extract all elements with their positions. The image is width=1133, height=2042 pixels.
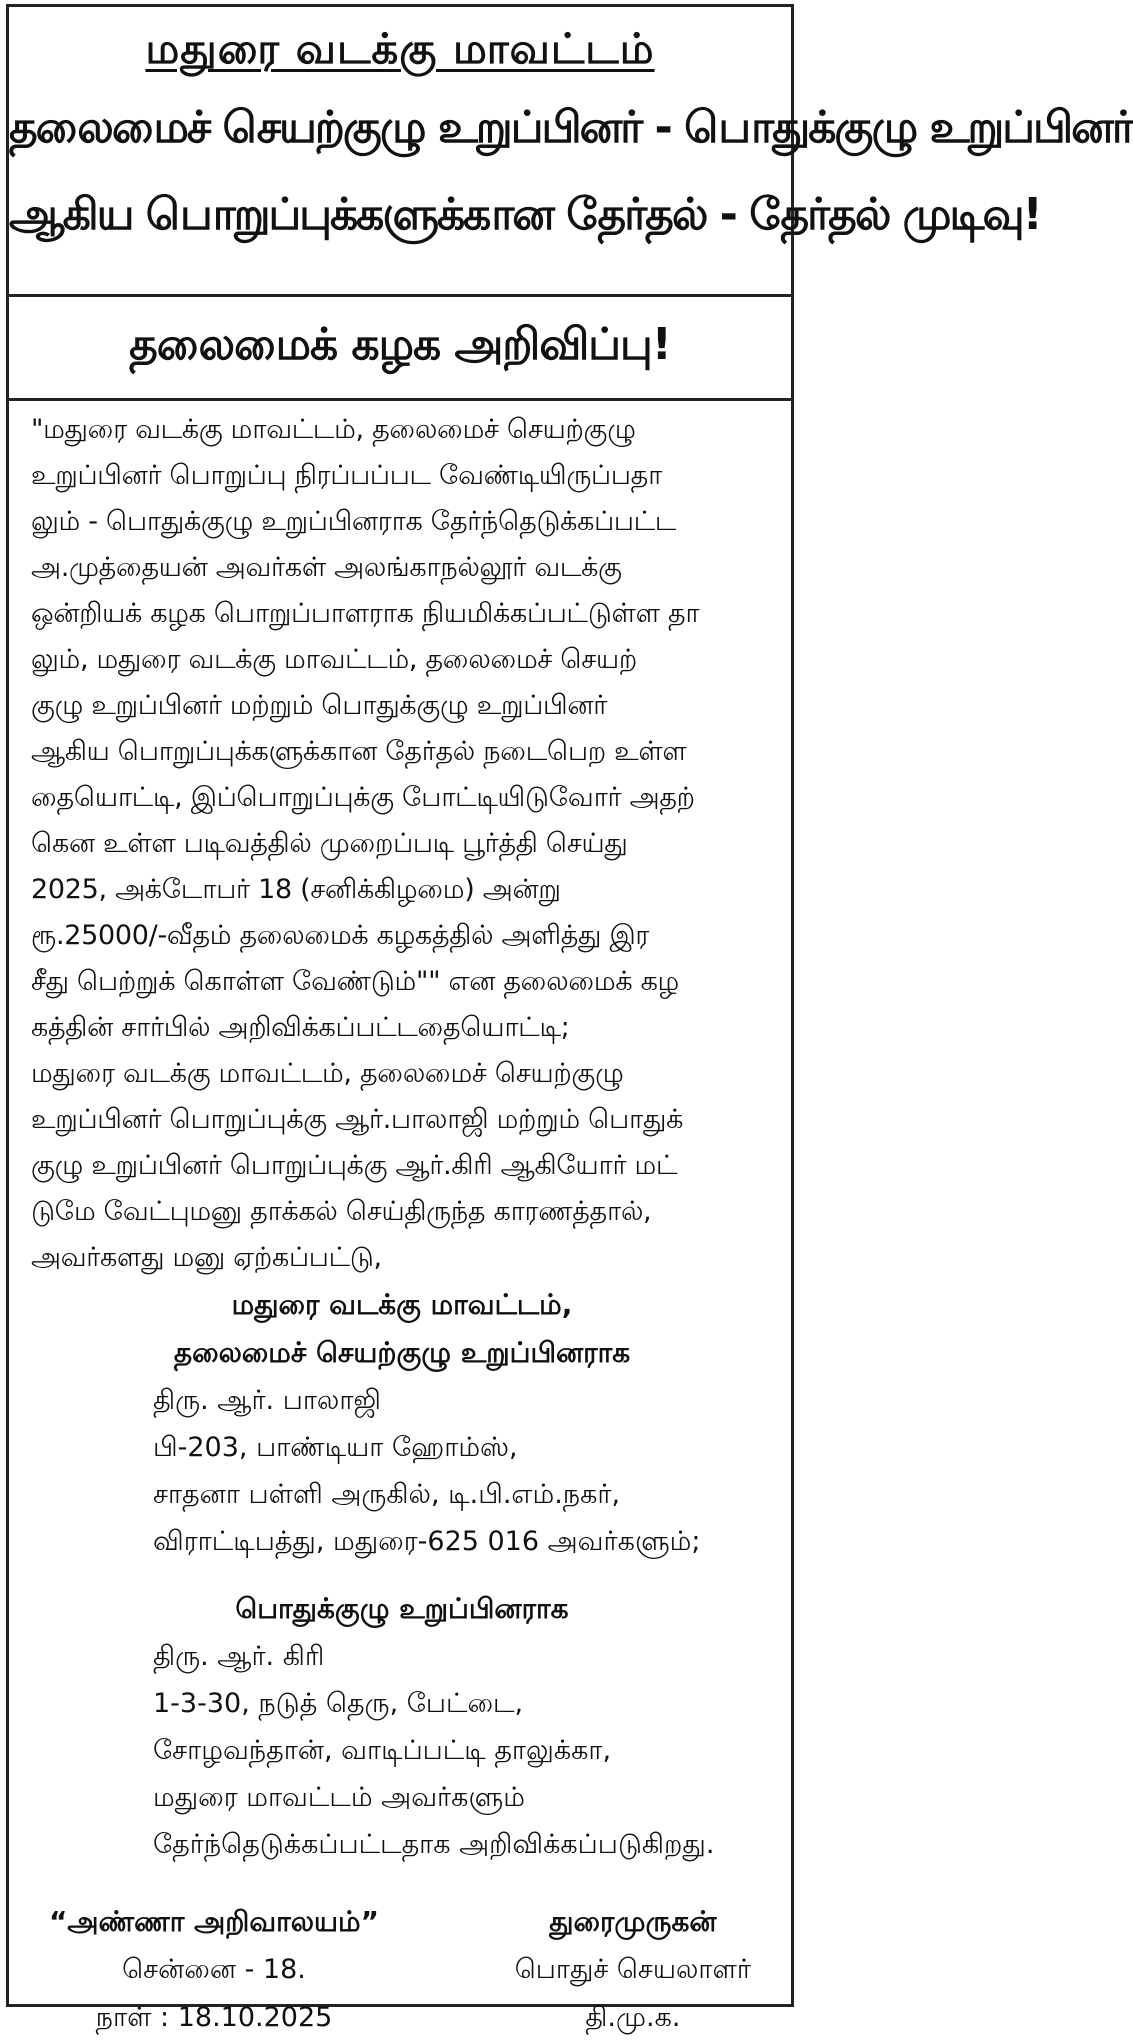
notice-header bbox=[9, 7, 1133, 297]
office-city: சென்னை - 18. bbox=[122, 1954, 306, 1985]
address-2-line: திரு. ஆர். கிரி bbox=[153, 1641, 325, 1672]
address-1 bbox=[31, 1377, 773, 1565]
notice-date: நாள் : 18.10.2025 bbox=[95, 2002, 333, 2033]
party-name: தி.மு.க. bbox=[585, 2002, 681, 2033]
address-1-line: சாதனா பள்ளி அருகில், டி.பி.எம்.நகர், bbox=[153, 1479, 621, 1510]
announcement-title: தலைமைக் கழக அறிவிப்பு! bbox=[129, 319, 671, 370]
address-1-line: பி-203, பாண்டியா ஹோம்ஸ், bbox=[153, 1432, 518, 1463]
paragraph-2: மதுரை வடக்கு மாவட்டம், தலைமைச் செயற்குழு உறுப்பினர் பொறுப்புக்கு ஆர்.பாலாஜி மற்றும் பொதுக் குழு உறுப்பினர் பொறுப்புக்கு ஆர்.கிரி ஆகியோர் மட் டுமே வேட்புமனு தாக்கல் செய்திருந்த காரணத்தால், அவர்களது மனு ஏற்கப்பட்டு, bbox=[31, 1058, 684, 1273]
section-1-line-2: தலைமைச் செயற்குழு உறுப்பினராக bbox=[173, 1336, 631, 1369]
notice-body bbox=[9, 401, 791, 1868]
signatory-designation: பொதுச் செயலாளர் bbox=[514, 1954, 751, 1985]
paragraph-1: "மதுரை வடக்கு மாவட்டம், தலைமைச் செயற்குழு உறுப்பினர் பொறுப்பு நிரப்பப்பட வேண்டியிருப்பதா லும் - பொதுக்குழு உறுப்பினராக தேர்ந்தெடுக்கப்பட்ட அ.முத்தையன் அவர்கள் அலங்காநல்லூர் வடக்கு ஒன்றியக் கழக பொறுப்பாளராக நியமிக்கப்பட்டுள்ள தா லும், மதுரை வடக்கு மாவட்டம், தலைமைச் செயற் குழு உறுப்பினர் மற்றும் பொதுக்குழு உறுப்பினர் ஆகிய பொறுப்புக்களுக்கான தேர்தல் நடைபெற உள்ள தையொட்டி, இப்பொறுப்புக்கு போட்டியிடுவோர் அதற் கென உள்ள படிவத்தில் முறைப்படி பூர்த்தி செய்து 2025, அக்டோபர் 18 (சனிக்கிழமை) அன்று ரூ.25000/-வீதம் தலைமைக் கழகத்தில் அளித்து இர சீது பெற்றுக் கொள்ள வேண்டும்"" என தலைமைக் கழ கத்தின் சார்பில் அறிவிக்கப்பட்டதையொட்டி; bbox=[31, 414, 700, 1043]
office-name: “அண்ணா அறிவாலயம்” bbox=[49, 1905, 379, 1938]
footer-left bbox=[49, 1898, 379, 2042]
address-2-line: தேர்ந்தெடுக்கப்பட்டதாக அறிவிக்கப்படுகிறது. bbox=[153, 1829, 715, 1860]
section-1-line-1: மதுரை வடக்கு மாவட்டம், bbox=[231, 1288, 573, 1321]
address-2-line: 1-3-30, நடுத் தெரு, பேட்டை, bbox=[153, 1688, 524, 1719]
footer-right bbox=[515, 1898, 751, 2042]
announcement-banner bbox=[9, 297, 791, 401]
notice-frame bbox=[6, 4, 1133, 2033]
address-1-line: திரு. ஆர். பாலாஜி bbox=[153, 1385, 381, 1416]
address-2 bbox=[31, 1633, 773, 1868]
address-2-line: சோழவந்தான், வாடிப்பட்டி தாலுக்கா, bbox=[153, 1735, 612, 1766]
signatory-name: துரைமுருகன் bbox=[549, 1905, 717, 1938]
section-2-title: பொதுக்குழு உறுப்பினராக bbox=[235, 1592, 569, 1625]
address-2-line: மதுரை மாவட்டம் அவர்களும் bbox=[153, 1782, 525, 1813]
headline-line-1: தலைமைச் செயற்குழு உறுப்பினர் - பொதுக்குழு உறுப்பினர் bbox=[9, 102, 1133, 153]
headline-line-2: ஆகிய பொறுப்புக்களுக்கான தேர்தல் - தேர்தல் முடிவு! bbox=[9, 189, 1041, 240]
notice-footer bbox=[9, 1868, 791, 2042]
address-1-line: விராட்டிபத்து, மதுரை-625 016 அவர்களும்; bbox=[153, 1526, 701, 1557]
district-title: மதுரை வடக்கு மாவட்டம் bbox=[145, 24, 655, 73]
